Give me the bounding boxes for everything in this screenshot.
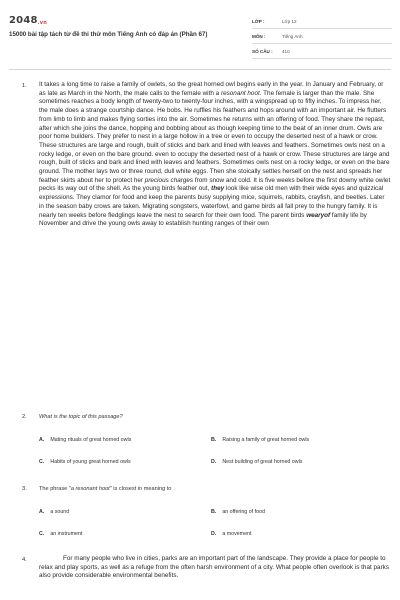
question-number: 1.	[22, 83, 27, 89]
passage-emphasis: resonant hoot	[220, 89, 260, 97]
answer-option[interactable]	[211, 531, 251, 537]
option-letter: B.	[211, 509, 217, 515]
question-text	[39, 486, 171, 492]
answer-option[interactable]	[211, 437, 309, 443]
option-text: Mating rituals of great horned owls	[50, 437, 132, 443]
option-text: an offering of food	[222, 509, 265, 515]
question-number: 4.	[22, 557, 27, 563]
answer-option[interactable]	[39, 531, 82, 537]
question-number: 3.	[22, 486, 27, 492]
passage-text: . The female is larger than the male. She sometimes reaches a body length of twenty-two to twenty-four inches, with a wingspread up to fifty inches. To impress her, the male does a strange courtship dance. He bobs. He ruffles his feathers and hops around with an important air. He flutters from limb to limb and makes flying sorties into the air. Sometimes he returns with an offering of food. They share the repast, after which she joins the dance, hopping and bobbing about as though keeping time to the beat of an inner drum. Owls are poor home builders. They prefer to nest in a large hollow in a tree or even to occupy the deserted nest of a hawk or crow. These structures are large and rough, built of sticks and bark and lined with leaves and feathers. Sometimes owls nest on a rocky ledge, or even on the bare ground. even to occupy the deserted nest of a hawk or crow. These structures are large and rough, built of sticks and bark and lined with leaves and feathers. Sometimes owls nest on a rocky ledge, or even on the bare ground. The mother lays two or three round, dull white eggs. Then she stoically settles herself on the nest and spreads her feather skirts about her to protect her	[39, 89, 390, 184]
question-text-emphasis: a resonant hoot	[70, 486, 110, 492]
meta-value: Tiếng Anh	[282, 33, 303, 39]
question-text: What is the topic of this passage?	[39, 414, 123, 420]
option-text: a movement	[222, 531, 252, 537]
option-letter: C.	[39, 459, 45, 465]
passage-emphasis: precious charges	[144, 176, 194, 184]
option-letter: A.	[39, 437, 45, 443]
option-letter: B.	[211, 437, 217, 443]
meta-value: 410	[282, 48, 290, 54]
meta-row-count	[252, 44, 392, 59]
question-number: 2.	[22, 414, 27, 420]
answer-option[interactable]	[211, 509, 265, 515]
option-text: Nest building of great horned owls	[222, 459, 303, 465]
site-logo[interactable]	[9, 15, 47, 26]
option-text: Raising a family of great horned owls	[222, 437, 310, 443]
answer-option[interactable]	[39, 509, 69, 515]
option-letter: C.	[39, 531, 45, 537]
question-text-pre: The phrase "	[39, 486, 71, 492]
option-letter: D.	[211, 459, 217, 465]
option-text: an instrument	[50, 531, 83, 537]
passage-text: It takes a long time to raise a family of owlets, so the great horned owl begins early in the year. In January and February, or as late as March in the North, the male calls to the female with a	[39, 81, 384, 97]
meta-info	[252, 14, 392, 59]
answer-option[interactable]	[211, 459, 302, 465]
passage-highlight: wearyof	[306, 211, 331, 219]
meta-key: SỐ CÂU :	[252, 48, 273, 54]
passage-text: family life by November and drive the young owls away to establish hunting ranges of their own	[39, 211, 367, 228]
option-text: a sound	[50, 509, 70, 515]
passage-highlight: they	[211, 185, 225, 193]
logo-suffix: .vn	[37, 20, 47, 26]
meta-row-subject	[252, 29, 392, 44]
passage-text: from snow and cold. It is five weeks before the first downy white owlet pecks its way out of the shell. As the young birds feather out,	[39, 176, 391, 193]
header-divider	[9, 69, 391, 70]
option-letter: D.	[211, 531, 217, 537]
reading-passage	[39, 81, 391, 229]
logo-text: 2048	[9, 15, 38, 26]
answer-option[interactable]	[39, 437, 131, 443]
question-text-post: " is closest in meaning to	[109, 486, 172, 492]
page-title: 15000 bài tập tách từ đề thi thử môn Tiếng Anh có đáp án (Phần 67)	[9, 31, 208, 38]
page-header	[0, 0, 400, 58]
meta-value: Lớp 12	[282, 18, 297, 24]
passage-text: look like wise old men with their wide eyes and quizzical expressions. They clamor for food and keep the parents busy supplying mice, squirrels, rabbits, crayfish, and beetles. Later in the season baby crows are taken. Migrating songsters, waterfowl, and game birds all fall prey to the hungry family. It is nearly ten weeks before fledglings leave the nest to search for their own food. The parent birds	[39, 185, 385, 219]
option-letter: A.	[39, 509, 45, 515]
meta-key: MÔN :	[252, 33, 266, 39]
answer-option[interactable]	[39, 459, 131, 465]
option-text: Habits of young great horned owls	[50, 459, 131, 465]
meta-row-class	[252, 14, 392, 29]
meta-key: LỚP :	[252, 18, 265, 24]
question-passage: For many people who live in cities, parks are an important part of the landscape. They provide a place for people to relax and play sports, as well as a refuge from the often harsh environment of a city. What people often overlook is that parks also provide considerable environmental benefits.	[39, 555, 390, 580]
